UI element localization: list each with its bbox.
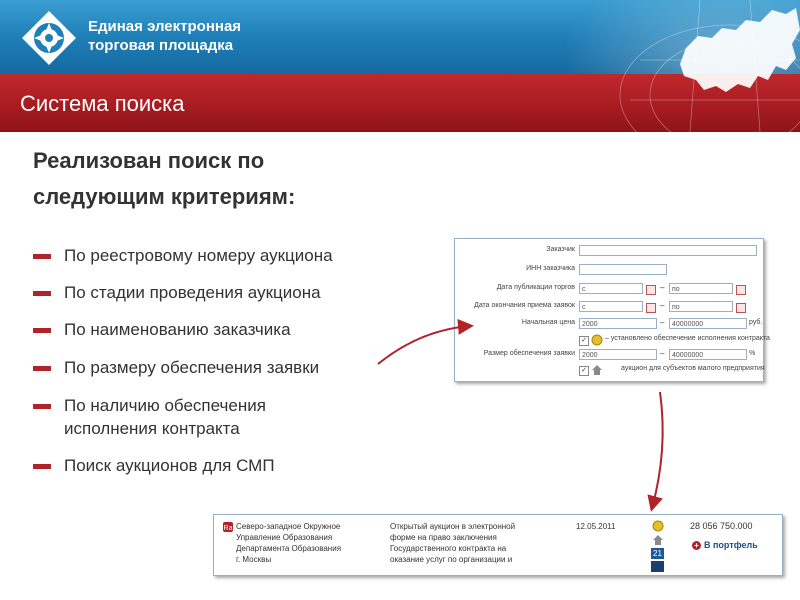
smp-checkbox[interactable]: ✓ [579, 366, 589, 376]
pub-date-label: Дата публикации торгов [496, 284, 575, 291]
subject-line-3: Государственного контракта на [390, 544, 507, 553]
contract-security-checkbox[interactable]: ✓ [579, 336, 589, 346]
pub-date-to-input[interactable]: по [669, 283, 733, 294]
arrow-to-results [652, 392, 663, 508]
result-price: 28 056 750.000 [690, 521, 753, 531]
bid-security-label: Размер обеспечения заявки [483, 350, 575, 357]
criteria-text-line-2: исполнения контракта [64, 419, 240, 438]
range-dash: – [660, 283, 665, 292]
pub-date-from-input[interactable]: с [579, 283, 643, 294]
end-date-from-input[interactable]: с [579, 301, 643, 312]
customer-line-1: Северо-западное Окружное [236, 522, 341, 531]
criteria-text: По наименованию заказчика [64, 320, 291, 339]
heading-line-1: Реализован поиск по [33, 148, 265, 173]
range-dash: – [660, 301, 665, 310]
start-price-to-input[interactable]: 40000000 [669, 318, 747, 329]
start-price-label: Начальная цена [521, 319, 575, 326]
heading-line-2: следующим критериям: [33, 184, 296, 209]
brand-line-2: торговая площадка [88, 37, 234, 54]
customer-line-3: Департамента Образования [236, 544, 342, 553]
section-title: Система поиска [20, 91, 185, 116]
subject-line-2: форме на право заключения [390, 533, 497, 542]
brand-line-1: Единая электронная [88, 18, 242, 35]
customer-label: Заказчик [546, 246, 575, 253]
start-price-unit: руб. [749, 319, 763, 326]
customer-line-4: г. Москвы [236, 555, 272, 564]
range-dash: – [660, 349, 665, 358]
subject-line-1: Открытый аукцион в электронной [390, 522, 516, 531]
criteria-text: Поиск аукционов для СМП [64, 456, 275, 475]
criteria-text-line-1: По наличию обеспечения [64, 396, 266, 415]
result-date: 12.05.2011 [576, 522, 616, 531]
range-dash: – [660, 318, 665, 327]
customer-line-2: Управление Образования [236, 533, 333, 542]
plus-circle-icon: + [692, 541, 701, 550]
bid-security-from-input[interactable]: 2000 [579, 349, 657, 360]
smp-label: аукцион для субъектов малого предприятия [621, 365, 765, 372]
bid-security-unit: % [749, 350, 756, 357]
document-badge-text: Ra [223, 525, 233, 532]
end-date-to-input[interactable]: по [669, 301, 733, 312]
arrow-to-form [378, 326, 470, 364]
inn-label: ИНН заказчика [526, 265, 575, 272]
start-price-from-input[interactable]: 2000 [579, 318, 657, 329]
criteria-text: По размеру обеспечения заявки [64, 358, 320, 377]
end-date-label: Дата окончания приема заявок [474, 302, 575, 309]
subject-line-4: оказание услуг по организации и [390, 555, 513, 564]
criteria-text: По реестровому номеру аукциона [64, 246, 333, 265]
criteria-text: По стадии проведения аукциона [64, 283, 321, 302]
portfolio-label: В портфель [704, 540, 758, 550]
bid-security-to-input[interactable]: 40000000 [669, 349, 747, 360]
calendar-day-icon: 21 [651, 548, 664, 559]
contract-security-label: – установлено обеспечение исполнения контракта [605, 335, 770, 342]
